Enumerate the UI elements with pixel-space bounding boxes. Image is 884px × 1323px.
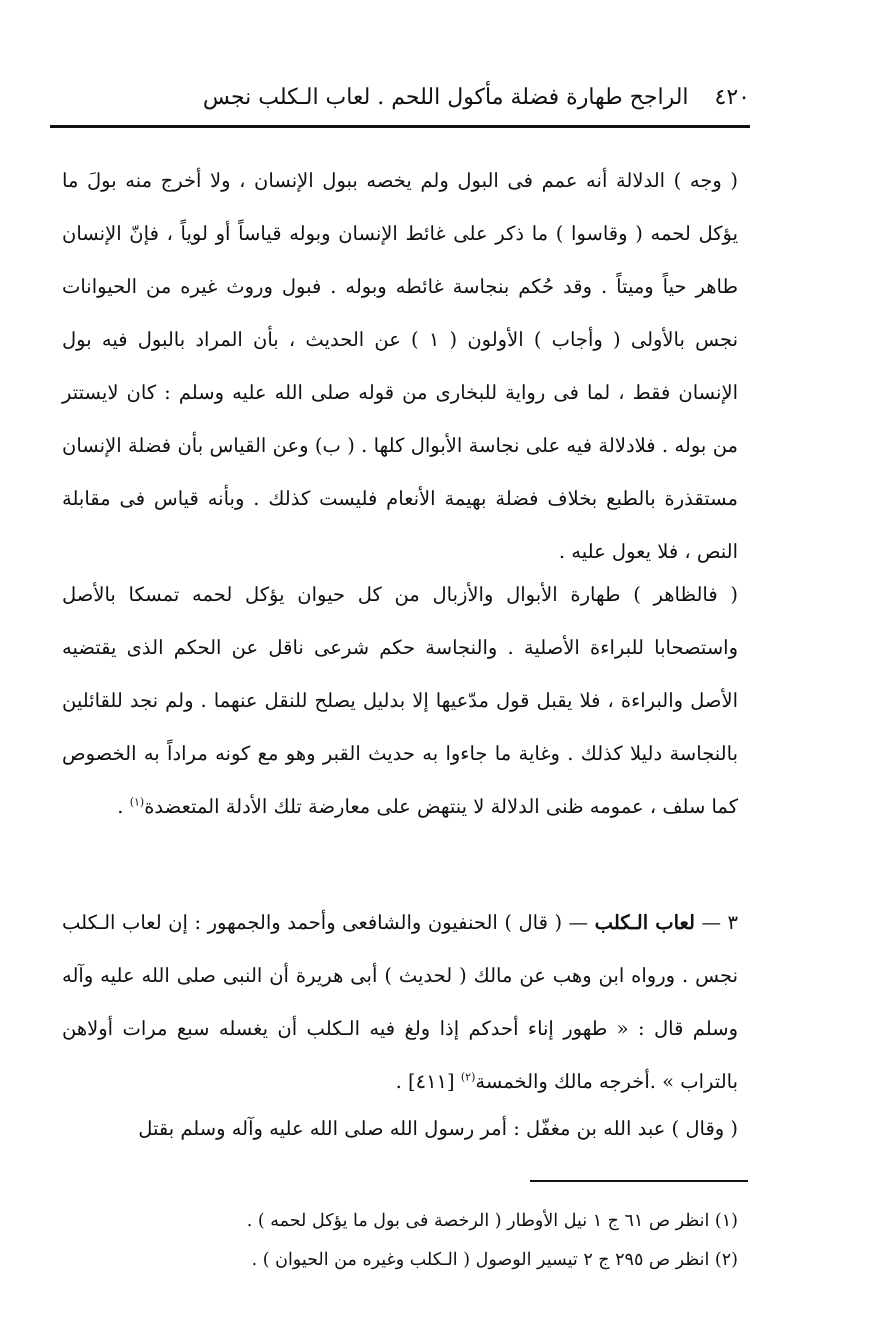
footnote-1: (١) انظر ص ٦١ ج ١ نيل الأوطار ( الرخصة فى بول ما يؤكل لحمه ) . <box>246 1211 738 1231</box>
paragraph-3-tail: [٤١١] . <box>395 1070 461 1093</box>
paragraph-3 <box>62 896 738 1108</box>
footnotes <box>62 1202 738 1280</box>
footnote-ref-1: (١) <box>129 795 145 809</box>
footnote-separator <box>530 1180 748 1182</box>
section-title: لعاب الـكلب <box>594 911 695 934</box>
paragraph-1-text: ( وجه ) الدلالة أنه عمم فى البول ولم يخصه ببول الإنسان ، ولا أخرج منه بولَ ما يؤكل لحمه ( وقاسوا ) ما ذكر على غائط الإنسان وبوله قياساً أو لوياً ، فإنّ الإنسان طاهر حياً وميتاً . وقد حُكم بنجاسة غائطه وبوله . فبول وروث غيره من الحيوانات نجس بالأولى ( وأجاب ) الأولون ( ١ ) عن الحديث ، بأن المراد بالبول فيه بول الإنسان فقط ، لما فى رواية للبخارى من قوله صلى الله عليه وسلم : كان لايستتر من بوله . فلادلالة فيه على نجاسة الأبوال كلها . ( ب) وعن القياس بأن فضلة الإنسان مستقذرة بالطبع بخلاف فضلة بهيمة الأنعام فليست كذلك . وبأنه قياس فى مقابلة النص ، فلا يعول عليه . <box>62 169 738 563</box>
footnote-ref-2: (٢) <box>460 1070 476 1084</box>
paragraph-2-text: ( فالظاهر ) طهارة الأبوال والأزبال من كل حيوان يؤكل لحمه تمسكا بالأصل واستصحابا للبراءة الأصلية . والنجاسة حكم شرعى ناقل عن الحكم الذى يقتضيه الأصل والبراءة ، فلا يقبل قول مدّعيها إلا بدليل يصلح للنقل عنهما . ولم نجد للقائلين بالنجاسة دليلا كذلك . وغاية ما جاءوا به حديث القبر وهو مع كونه مراداً به الخصوص كما سلف ، عمومه ظنى الدلالة لا ينتهض على معارضة تلك الأدلة المتعضدة <box>62 583 738 818</box>
page-number: ٤٢٠ <box>714 84 750 110</box>
paragraph-3-text: — ( قال ) الحنفيون والشافعى وأحمد والجمهور : إن لعاب الـكلب نجس . ورواه ابن وهب عن مالك ( لحديث ) أبى هريرة أن النبى صلى الله عليه وآله وسلم قال : « طهور إناء أحدكم إذا ولغ فيه الـكلب أن يغسله سبع مرات أولاهن بالتراب » .أخرجه مالك والخمسة <box>62 911 738 1093</box>
footnote-2: (٢) انظر ص ٢٩٥ ج ٢ تيسير الوصول ( الـكلب وغيره من الحيوان ) . <box>251 1250 738 1270</box>
paragraph-2-tail: . <box>117 795 130 818</box>
page-header <box>50 72 750 122</box>
running-title: الراجح طهارة فضلة مأكول اللحم . لعاب الـكلب نجس <box>202 84 689 110</box>
section-number: ٣ — <box>694 911 738 934</box>
paragraph-2 <box>62 568 738 833</box>
paragraph-4-text: ( وقال ) عبد الله بن مغفّل : أمر رسول الله صلى الله عليه وآله وسلم بقتل <box>138 1117 738 1140</box>
header-rule <box>50 125 750 128</box>
paragraph-1 <box>62 154 738 578</box>
paragraph-4 <box>62 1102 738 1155</box>
